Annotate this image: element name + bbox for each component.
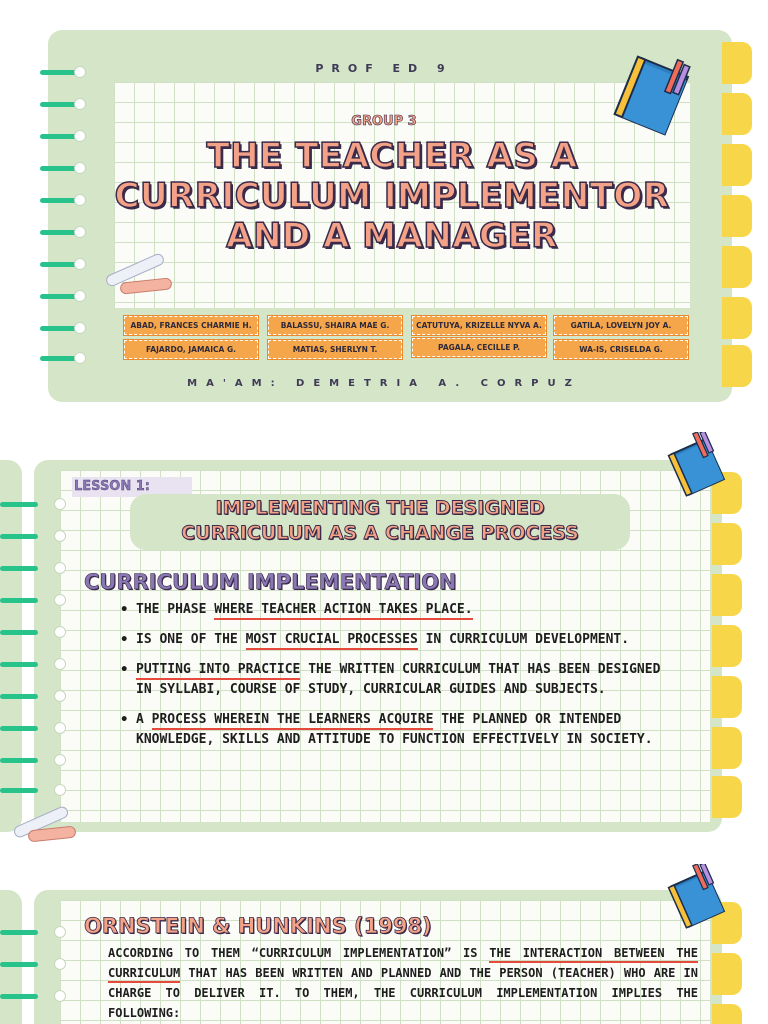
group-label: GROUP 3: [351, 114, 417, 129]
main-title-line: AND A MANAGER: [226, 216, 558, 256]
emphasis: THE INTERACTION BETWEEN THE CURRICULUM: [108, 946, 698, 983]
emphasis: WHERE TEACHER ACTION TAKES PLACE.: [214, 602, 472, 620]
lesson-title-line: IMPLEMENTING THE DESIGNED: [215, 497, 545, 519]
member-chip: GATILA, LOVELYN JOY A.: [554, 316, 688, 335]
member-chip: BALASSU, SHAIRA MAE G.: [268, 316, 402, 335]
course-code: PROF ED 9: [315, 62, 453, 75]
lesson-title: [130, 496, 630, 546]
section-heading: CURRICULUM IMPLEMENTATION: [84, 570, 457, 594]
lesson-title-line: CURRICULUM AS A CHANGE PROCESS: [181, 522, 579, 544]
main-title-line: CURRICULUM IMPLEMENTOR: [114, 176, 670, 216]
notebook-icon: [666, 432, 732, 498]
member-chip: CATUTUYA, KRIZELLE NYVA A.: [412, 316, 546, 335]
list-item: • A PROCESS WHEREIN THE LEARNERS ACQUIRE THE PLANNED OR INTENDED KNOWLEDGE, SKILLS AND ATTITUDE TO FUNCTION EFFECTIVELY IN SOCIETY.: [118, 710, 678, 750]
member-chip: WA-IS, CRISELDA G.: [554, 340, 688, 359]
main-title: [112, 136, 672, 256]
lesson-slide-edge: [0, 460, 22, 832]
instructor-name: MA'AM: DEMETRIA A. CORPUZ: [187, 378, 581, 389]
tab: [722, 195, 752, 237]
main-title-line: THE TEACHER AS A: [206, 136, 578, 176]
notebook-icon: [612, 52, 698, 142]
lesson-label: LESSON 1:: [72, 477, 192, 497]
tab: [722, 246, 752, 288]
list-item: • PUTTING INTO PRACTICE THE WRITTEN CURRICULUM THAT HAS BEEN DESIGNED IN SYLLABI, COURSE OF STUDY, CURRICULAR GUIDES AND SUBJECTS.: [118, 660, 678, 700]
tab: [722, 144, 752, 186]
ornstein-slide-edge: [0, 890, 22, 1024]
emphasis: MOST CRUCIAL PROCESSES: [246, 632, 418, 650]
member-chip: MATIAS, SHERLYN T.: [268, 340, 402, 359]
emphasis: PROCESS WHEREIN THE LEARNERS ACQUIRE: [152, 712, 434, 730]
member-chip: PAGALA, CECILLE P.: [412, 338, 546, 357]
member-chip: ABAD, FRANCES CHARMIE H.: [124, 316, 258, 335]
member-chip: FAJARDO, JAMAICA G.: [124, 340, 258, 359]
body-paragraph: ACCORDING TO THEM “CURRICULUM IMPLEMENTATION” IS THE INTERACTION BETWEEN THE CURRICULUM THAT HAS BEEN WRITTEN AND PLANNED AND THE PERSON (TEACHER) WHO ARE IN CHARGE TO DELIVER IT. TO THEM, THE CURRICULUM IMPLEMENTATION IMPLIES THE FOLLOWING:: [108, 946, 698, 1020]
list-item: • THE PHASE WHERE TEACHER ACTION TAKES PLACE.: [118, 600, 678, 620]
notebook-icon: [666, 864, 732, 930]
tab: [722, 297, 752, 339]
list-item: • IS ONE OF THE MOST CRUCIAL PROCESSES IN CURRICULUM DEVELOPMENT.: [118, 630, 678, 650]
section-heading: ORNSTEIN & HUNKINS (1998): [84, 914, 432, 938]
bullet-list: [118, 600, 678, 750]
emphasis: PUTTING INTO PRACTICE: [136, 662, 300, 680]
